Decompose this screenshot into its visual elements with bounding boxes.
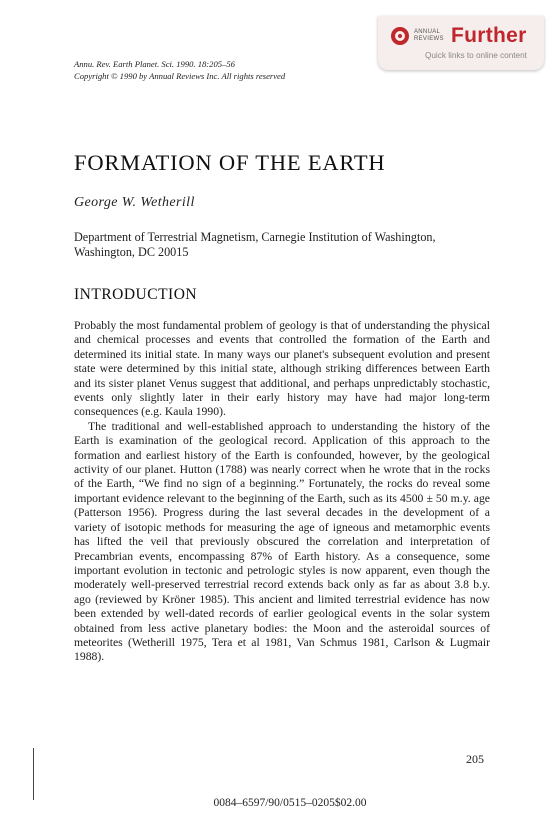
journal-citation-line: Annu. Rev. Earth Planet. Sci. 1990. 18:205–56: [74, 59, 235, 69]
copyright-line: Copyright © 1990 by Annual Reviews Inc. All rights reserved: [74, 71, 286, 81]
wordmark-line-reviews: REVIEWS: [414, 36, 444, 42]
wordmark-line-annual: ANNUAL: [414, 29, 441, 35]
quick-links-text[interactable]: Quick links to online content: [425, 51, 527, 60]
page-number: 205: [466, 752, 484, 766]
article-body: [74, 319, 490, 665]
section-heading: INTRODUCTION: [74, 286, 198, 303]
paragraph: The traditional and well-established approach to understanding the history of the Earth is examination of the geological record. Application of this approach to the formation and earliest history of the Earth is confounded, however, by the geological activity of our planet. Hutton (1788) was nearly correct when he wrote that in the rocks of the Earth, “We find no sign of a beginning.” Fortunately, the rocks do reveal some important evidence relevant to the beginning of the Earth, such as its 4500 ± 50 m.y. age (Patterson 1956). Progress during the last several decades in the development of a variety of isotopic methods for measuring the age of igneous and metamorphic events has lifted the veil that previously obscured the correlation and interpretation of Precambrian events, encompassing 87% of Earth history. As a consequence, some important evolution in tectonic and petrologic styles is now apparent, even though the moderately well-preserved terrestrial record extends back only as far as about 3.8 b.y. ago (reviewed by Kröner 1985). This ancient and limited terrestrial evidence has now been extended by well-dated records of earlier geological events in the solar system obtained from less active planetary bodies: the Moon and the asteroidal sources of meteorites (Wetherill 1975, Tera et al 1981, Van Schmus 1981, Carlson & Lugmair 1988).: [74, 419, 490, 664]
journal-citation: [74, 58, 285, 82]
price-code: 0084–6597/90/0515–0205$02.00: [213, 797, 367, 809]
article-title: FORMATION OF THE EARTH: [74, 150, 386, 175]
page-edge-line: [33, 748, 34, 800]
annual-reviews-wordmark: [414, 29, 444, 43]
further-banner[interactable]: [378, 16, 544, 70]
author-name: George W. Wetherill: [74, 195, 195, 210]
further-label[interactable]: Further: [451, 24, 527, 47]
author-affiliation: Department of Terrestrial Magnetism, Carnegie Institution of Washington, Washington, DC 20015: [74, 230, 436, 259]
paragraph: Probably the most fundamental problem of geology is that of understanding the physical and chemical processes and events that controlled the formation of the Earth and determined its initial state. In many ways our planet's subsequent evolution and present state were determined by this initial state, although striking differences between Earth and its sister planet Venus suggest that additional, and perhaps unpredictably stochastic, events only slightly later in their early history may have had major long-term consequences (e.g. Kaula 1990).: [74, 319, 490, 419]
annual-reviews-logo-icon: [391, 27, 409, 45]
